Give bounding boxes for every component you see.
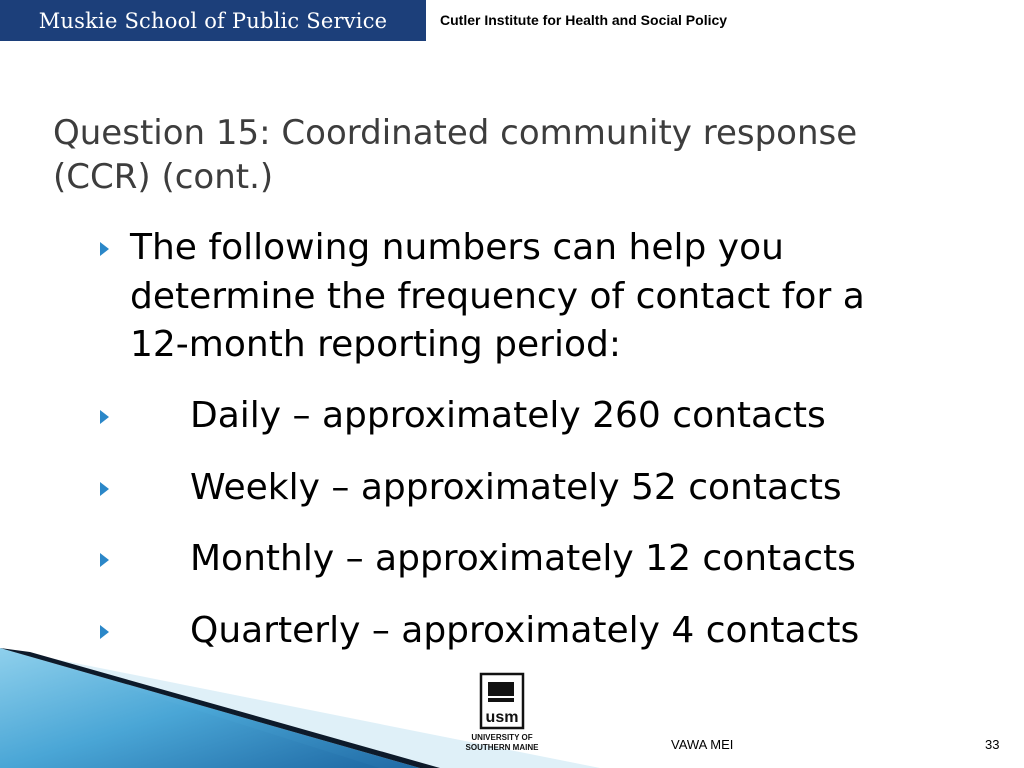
page-number: 33 xyxy=(985,737,1000,752)
bullet-monthly-text: Monthly – approximately 12 contacts xyxy=(190,538,856,579)
title-line-2: (CCR) (cont.) xyxy=(53,157,274,197)
footer-center-text: VAWA MEI xyxy=(671,737,734,752)
usm-logo xyxy=(464,672,540,756)
usm-logo-icon xyxy=(464,672,540,756)
bullet-intro-line-2: determine the frequency of contact for a xyxy=(130,276,865,317)
bullet-quarterly-text: Quarterly – approximately 4 contacts xyxy=(190,610,860,651)
slide-title xyxy=(53,111,993,199)
bullet-daily-text: Daily – approximately 260 contacts xyxy=(190,395,826,436)
bullet-arrow-icon xyxy=(100,410,109,424)
logo-line-2: SOUTHERN MAINE xyxy=(465,743,539,752)
bullet-arrow-icon xyxy=(100,553,109,567)
logo-line-1: UNIVERSITY OF xyxy=(471,733,533,742)
logo-abbr: usm xyxy=(485,709,519,726)
institute-name: Cutler Institute for Health and Social Policy xyxy=(440,12,728,28)
muskie-school-banner xyxy=(0,0,426,41)
banner-text: Muskie School of Public Service xyxy=(38,8,388,33)
title-line-1: Question 15: Coordinated community response xyxy=(53,113,858,153)
bullet-arrow-icon xyxy=(100,625,109,639)
bullet-intro-line-3: 12-month reporting period: xyxy=(130,324,621,365)
bullet-arrow-icon xyxy=(100,482,109,496)
bullet-weekly-text: Weekly – approximately 52 contacts xyxy=(190,467,842,508)
bullet-intro-line-1: The following numbers can help you xyxy=(130,227,784,268)
bullet-arrow-icon xyxy=(100,242,109,256)
